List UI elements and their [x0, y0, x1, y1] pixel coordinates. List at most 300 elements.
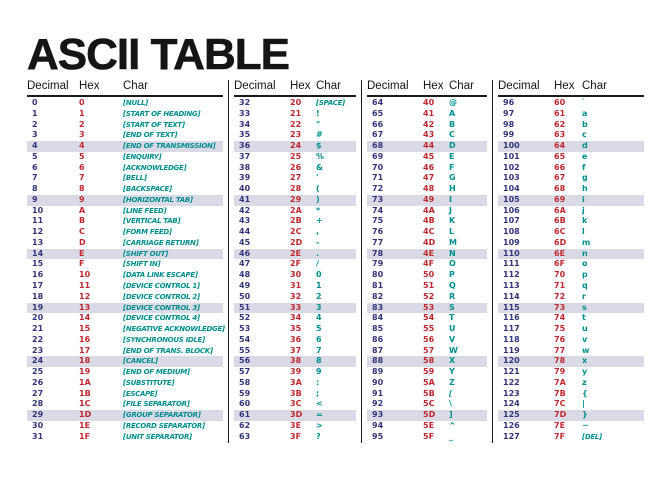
char-cell: {	[582, 388, 588, 398]
header-hex: Hex	[554, 80, 575, 92]
table-row	[234, 141, 356, 152]
decimal-cell: 8	[32, 184, 38, 194]
table-row	[234, 249, 356, 260]
table-row	[27, 163, 223, 174]
char-cell: S	[449, 302, 455, 312]
table-row	[27, 259, 223, 270]
char-cell: }	[582, 410, 588, 420]
table-row	[367, 346, 487, 357]
char-cell: D	[449, 141, 456, 151]
table-row	[234, 259, 356, 270]
table-row	[234, 227, 356, 238]
table-row	[27, 227, 223, 238]
hex-cell: 21	[290, 108, 302, 118]
ascii-table	[27, 80, 644, 443]
table-row	[234, 292, 356, 303]
decimal-cell: 67	[372, 130, 384, 140]
table-row	[367, 313, 487, 324]
char-cell: [SHIFT IN]	[123, 260, 161, 269]
char-cell: [VERTICAL TAB]	[123, 217, 181, 226]
decimal-cell: 39	[239, 173, 251, 183]
decimal-cell: 36	[239, 141, 251, 151]
table-row	[367, 120, 487, 131]
table-row	[27, 410, 223, 421]
decimal-cell: 54	[239, 334, 251, 344]
table-row	[498, 399, 644, 410]
decimal-cell: 55	[239, 345, 251, 355]
table-row	[27, 378, 223, 389]
decimal-cell: 102	[503, 162, 520, 172]
hex-cell: E	[79, 248, 85, 258]
hex-cell: 0	[79, 98, 85, 107]
char-cell: >	[316, 420, 323, 430]
decimal-cell: 35	[239, 130, 251, 140]
hex-cell: 2B	[290, 216, 302, 226]
table-row	[27, 141, 223, 152]
decimal-cell: 9	[32, 194, 38, 204]
char-cell: :	[316, 377, 320, 387]
hex-cell: D	[79, 237, 86, 247]
table-row	[234, 163, 356, 174]
table-row	[27, 120, 223, 131]
header-decimal: Decimal	[498, 80, 540, 92]
decimal-cell: 2	[32, 119, 38, 129]
hex-cell: 31	[290, 281, 302, 291]
hex-cell: 66	[554, 162, 566, 172]
decimal-cell: 99	[503, 130, 515, 140]
decimal-cell: 4	[32, 141, 38, 151]
decimal-cell: 72	[372, 184, 384, 194]
char-cell: T	[449, 313, 455, 323]
decimal-cell: 41	[239, 194, 251, 204]
hex-cell: 43	[423, 130, 435, 140]
decimal-cell: 47	[239, 259, 251, 269]
decimal-cell: 108	[503, 227, 520, 237]
hex-cell: 63	[554, 130, 566, 140]
hex-cell: 73	[554, 302, 566, 312]
decimal-cell: 76	[372, 227, 384, 237]
char-cell: [ESCAPE]	[123, 389, 158, 398]
char-cell: s	[582, 302, 587, 312]
hex-cell: 38	[290, 356, 302, 366]
decimal-cell: 75	[372, 216, 384, 226]
decimal-cell: 0	[32, 98, 38, 107]
hex-cell: 7A	[554, 377, 566, 387]
hex-cell: 5B	[423, 388, 435, 398]
header-decimal: Decimal	[367, 80, 409, 92]
table-row	[367, 378, 487, 389]
char-cell: m	[582, 237, 591, 247]
char-cell: X	[449, 356, 456, 366]
decimal-cell: 29	[32, 410, 44, 420]
table-row	[27, 399, 223, 410]
decimal-cell: 38	[239, 162, 251, 172]
hex-cell: 7C	[554, 399, 566, 409]
decimal-cell: 82	[372, 291, 384, 301]
table-row	[27, 292, 223, 303]
decimal-cell: 109	[503, 237, 520, 247]
decimal-cell: 18	[32, 291, 44, 301]
decimal-cell: 71	[372, 173, 384, 183]
char-cell: j	[582, 205, 585, 215]
char-cell: v	[582, 334, 588, 344]
table-row	[27, 206, 223, 217]
decimal-cell: 86	[372, 334, 384, 344]
table-row	[367, 98, 487, 109]
table-row	[234, 303, 356, 314]
decimal-cell: 43	[239, 216, 251, 226]
hex-cell: 15	[79, 324, 91, 334]
char-cell: [SHIFT OUT]	[123, 249, 169, 258]
decimal-cell: 92	[372, 399, 384, 409]
decimal-cell: 3	[32, 130, 38, 140]
table-row	[27, 389, 223, 400]
decimal-cell: 21	[32, 324, 44, 334]
table-row	[498, 249, 644, 260]
decimal-cell: 20	[32, 313, 44, 323]
table-row	[367, 259, 487, 270]
hex-cell: 74	[554, 313, 566, 323]
hex-cell: 75	[554, 324, 566, 334]
hex-cell: 55	[423, 324, 435, 334]
char-cell: h	[582, 184, 588, 194]
decimal-cell: 84	[372, 313, 384, 323]
char-cell: b	[582, 119, 588, 129]
header-char: Char	[582, 80, 607, 92]
hex-cell: 1A	[79, 377, 91, 387]
table-row	[367, 163, 487, 174]
decimal-cell: 74	[372, 205, 384, 215]
decimal-cell: 123	[503, 388, 520, 398]
column-headers	[498, 80, 644, 97]
decimal-cell: 5	[32, 151, 38, 161]
char-cell: w	[582, 345, 590, 355]
table-row	[234, 367, 356, 378]
hex-cell: 23	[290, 130, 302, 140]
char-cell: [DEVICE CONTROL 1]	[123, 282, 200, 291]
hex-cell: 60	[554, 98, 566, 107]
hex-cell: 36	[290, 334, 302, 344]
table-row	[498, 238, 644, 249]
decimal-cell: 66	[372, 119, 384, 129]
char-cell: H	[449, 184, 456, 194]
hex-cell: 56	[423, 334, 435, 344]
table-row	[234, 356, 356, 367]
table-row	[234, 184, 356, 195]
table-row	[234, 313, 356, 324]
hex-cell: 4E	[423, 248, 435, 258]
hex-cell: 19	[79, 367, 91, 377]
hex-cell: 18	[79, 356, 91, 366]
decimal-cell: 12	[32, 227, 44, 237]
table-row	[27, 195, 223, 206]
char-cell: [HORIZONTAL TAB]	[123, 195, 193, 204]
char-cell: A	[449, 108, 456, 118]
char-cell: =	[316, 410, 323, 420]
table-column-group-96-127	[492, 80, 644, 443]
table-row	[27, 313, 223, 324]
rows-container	[498, 98, 644, 443]
table-row	[498, 173, 644, 184]
char-cell: [UNIT SEPARATOR]	[123, 432, 192, 441]
char-cell: ^	[449, 420, 456, 430]
char-cell: R	[449, 291, 456, 301]
decimal-cell: 59	[239, 388, 251, 398]
char-cell: [START OF HEADING]	[123, 109, 201, 118]
char-cell: 0	[316, 270, 322, 280]
char-cell: "	[316, 119, 321, 129]
decimal-cell: 114	[503, 291, 520, 301]
table-column-group-32-63	[228, 80, 356, 443]
hex-cell: 70	[554, 270, 566, 280]
hex-cell: 49	[423, 194, 435, 204]
decimal-cell: 26	[32, 377, 44, 387]
char-cell: .	[316, 248, 320, 258]
hex-cell: 77	[554, 345, 566, 355]
char-cell: N	[449, 248, 456, 258]
char-cell: d	[582, 141, 588, 151]
decimal-cell: 113	[503, 281, 520, 291]
decimal-cell: 44	[239, 227, 251, 237]
char-cell: [NULL]	[123, 99, 149, 107]
decimal-cell: 112	[503, 270, 520, 280]
char-cell: ]	[449, 410, 453, 420]
hex-cell: 42	[423, 119, 435, 129]
hex-cell: 78	[554, 356, 566, 366]
hex-cell: 54	[423, 313, 435, 323]
char-cell: <	[316, 399, 323, 409]
decimal-cell: 25	[32, 367, 44, 377]
hex-cell: 1	[79, 108, 85, 118]
table-row	[27, 356, 223, 367]
table-row	[498, 216, 644, 227]
decimal-cell: 73	[372, 194, 384, 204]
table-row	[234, 410, 356, 421]
table-row	[367, 367, 487, 378]
rows-container	[27, 98, 223, 443]
hex-cell: 61	[554, 108, 566, 118]
char-cell: [CARRIAGE RETURN]	[123, 238, 199, 247]
table-row	[234, 216, 356, 227]
decimal-cell: 42	[239, 205, 251, 215]
hex-cell: 67	[554, 173, 566, 183]
decimal-cell: 52	[239, 313, 251, 323]
decimal-cell: 98	[503, 119, 515, 129]
char-cell: F	[449, 162, 455, 172]
table-row	[498, 292, 644, 303]
hex-cell: 39	[290, 367, 302, 377]
decimal-cell: 62	[239, 420, 251, 430]
table-row	[367, 335, 487, 346]
hex-cell: 9	[79, 194, 85, 204]
decimal-cell: 34	[239, 119, 251, 129]
hex-cell: A	[79, 205, 86, 215]
char-cell: P	[449, 270, 455, 280]
table-row	[234, 389, 356, 400]
char-cell: q	[582, 281, 588, 291]
char-cell: g	[582, 173, 588, 183]
table-row	[367, 173, 487, 184]
table-row	[498, 281, 644, 292]
table-row	[234, 173, 356, 184]
char-cell: %	[316, 151, 325, 161]
table-column-group-0-31	[27, 80, 223, 443]
char-cell: [END OF TRANSMISSION]	[123, 142, 216, 151]
decimal-cell: 10	[32, 205, 44, 215]
char-cell: *	[316, 205, 321, 215]
hex-cell: 34	[290, 313, 302, 323]
char-cell: [BACKSPACE]	[123, 185, 172, 194]
char-cell: [DEL]	[582, 432, 602, 441]
table-row	[498, 313, 644, 324]
hex-cell: 10	[79, 270, 91, 280]
decimal-cell: 46	[239, 248, 251, 258]
table-row	[498, 324, 644, 335]
char-cell: c	[582, 130, 587, 140]
hex-cell: 2D	[290, 237, 303, 247]
char-cell: 4	[316, 313, 322, 323]
hex-cell: 6C	[554, 227, 566, 237]
char-cell: [SYNCHRONOUS IDLE]	[123, 335, 205, 344]
header-decimal: Decimal	[27, 80, 69, 92]
char-cell: 9	[316, 367, 322, 377]
char-cell: [DATA LINK ESCAPE]	[123, 271, 198, 280]
char-cell: y	[582, 367, 588, 377]
decimal-cell: 93	[372, 410, 384, 420]
char-cell: @	[449, 98, 457, 107]
decimal-cell: 117	[503, 324, 520, 334]
char-cell: ;	[316, 388, 320, 398]
decimal-cell: 7	[32, 173, 38, 183]
decimal-cell: 1	[32, 108, 38, 118]
table-row	[367, 238, 487, 249]
char-cell: 3	[316, 302, 322, 312]
table-row	[367, 421, 487, 432]
table-row	[367, 249, 487, 260]
decimal-cell: 28	[32, 399, 44, 409]
decimal-cell: 118	[503, 334, 520, 344]
hex-cell: 27	[290, 173, 302, 183]
table-row	[234, 421, 356, 432]
hex-cell: 5D	[423, 410, 436, 420]
decimal-cell: 16	[32, 270, 44, 280]
decimal-cell: 122	[503, 377, 520, 387]
decimal-cell: 115	[503, 302, 520, 312]
hex-cell: 40	[423, 98, 435, 107]
table-row	[498, 152, 644, 163]
table-row	[498, 378, 644, 389]
table-row	[367, 410, 487, 421]
table-row	[27, 98, 223, 109]
table-row	[27, 303, 223, 314]
char-cell: i	[582, 194, 585, 204]
hex-cell: 30	[290, 270, 302, 280]
hex-cell: 5C	[423, 399, 435, 409]
char-cell: [LINE FEED]	[123, 206, 167, 215]
table-row	[27, 216, 223, 227]
table-row	[498, 389, 644, 400]
table-row	[498, 227, 644, 238]
header-hex: Hex	[423, 80, 444, 92]
char-cell: B	[449, 119, 456, 129]
char-cell: (	[316, 184, 320, 194]
char-cell: p	[582, 270, 588, 280]
decimal-cell: 19	[32, 302, 44, 312]
table-row	[234, 195, 356, 206]
rows-container	[234, 98, 356, 443]
table-row	[498, 141, 644, 152]
char-cell: t	[582, 313, 586, 323]
table-row	[234, 432, 356, 443]
decimal-cell: 88	[372, 356, 384, 366]
decimal-cell: 96	[503, 98, 515, 107]
hex-cell: 5E	[423, 420, 435, 430]
hex-cell: 2E	[290, 248, 302, 258]
hex-cell: 2F	[290, 259, 302, 269]
decimal-cell: 14	[32, 248, 44, 258]
char-cell: [DEVICE CONTROL 3]	[123, 303, 200, 312]
hex-cell: 17	[79, 345, 91, 355]
hex-cell: 14	[79, 313, 91, 323]
hex-cell: 6B	[554, 216, 566, 226]
decimal-cell: 127	[503, 431, 520, 441]
char-cell: n	[582, 248, 588, 258]
decimal-cell: 33	[239, 108, 251, 118]
char-cell: [DEVICE CONTROL 4]	[123, 314, 200, 323]
hex-cell: 7	[79, 173, 85, 183]
char-cell: )	[316, 194, 320, 204]
table-row	[367, 399, 487, 410]
hex-cell: 28	[290, 184, 302, 194]
hex-cell: 33	[290, 302, 302, 312]
char-cell: 5	[316, 324, 322, 334]
char-cell: E	[449, 151, 455, 161]
char-cell: J	[449, 205, 452, 215]
table-row	[234, 120, 356, 131]
hex-cell: 7E	[554, 420, 566, 430]
hex-cell: 76	[554, 334, 566, 344]
hex-cell: 32	[290, 291, 302, 301]
hex-cell: 3D	[290, 410, 303, 420]
table-row	[27, 109, 223, 120]
char-cell: +	[316, 216, 323, 226]
hex-cell: 4D	[423, 237, 436, 247]
table-row	[27, 421, 223, 432]
table-column-group-64-95	[361, 80, 487, 443]
hex-cell: 13	[79, 302, 91, 312]
char-cell: 7	[316, 345, 322, 355]
decimal-cell: 69	[372, 151, 384, 161]
hex-cell: 4C	[423, 227, 435, 237]
table-row	[498, 195, 644, 206]
column-headers	[234, 80, 356, 97]
header-char: Char	[316, 80, 341, 92]
column-headers	[27, 80, 223, 97]
char-cell: ?	[316, 431, 321, 441]
table-row	[27, 281, 223, 292]
table-row	[498, 432, 644, 443]
decimal-cell: 61	[239, 410, 251, 420]
table-row	[367, 324, 487, 335]
char-cell: '	[316, 173, 319, 183]
hex-cell: 3A	[290, 377, 302, 387]
decimal-cell: 40	[239, 184, 251, 194]
hex-cell: 37	[290, 345, 302, 355]
char-cell: I	[449, 194, 452, 204]
hex-cell: 45	[423, 151, 435, 161]
decimal-cell: 91	[372, 388, 384, 398]
char-cell: 8	[316, 356, 322, 366]
